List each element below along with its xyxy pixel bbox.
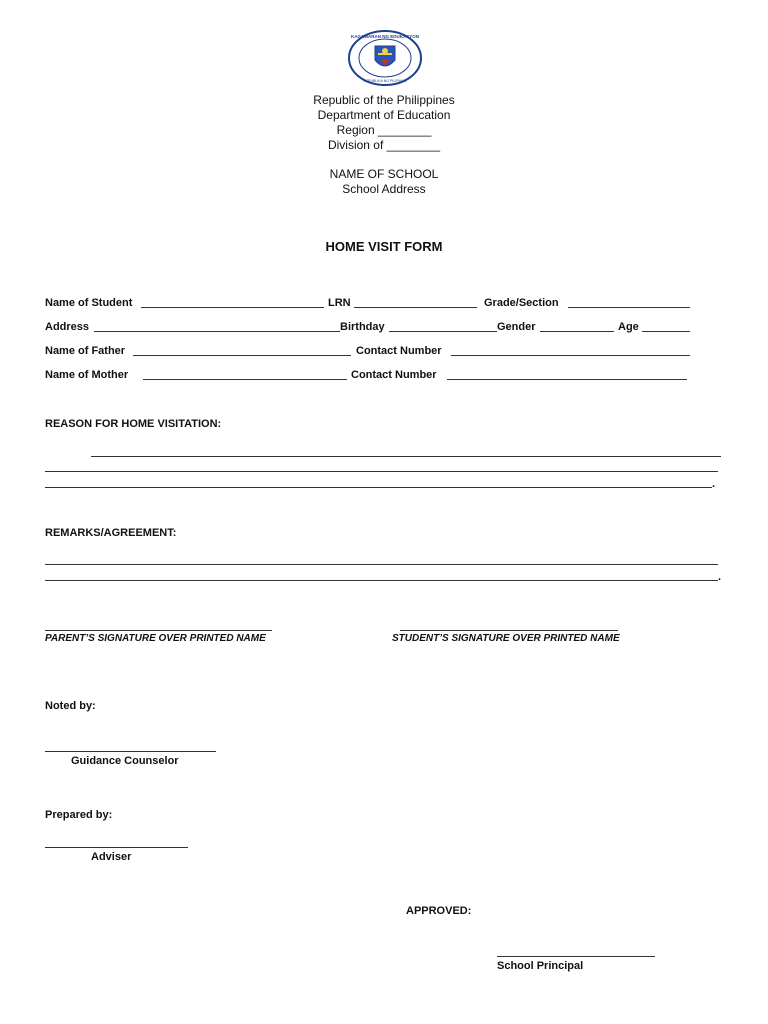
approved-label: APPROVED: xyxy=(406,905,472,917)
reason-line-2[interactable] xyxy=(45,471,718,472)
guidance-counselor-signature-line[interactable] xyxy=(45,751,216,752)
department-line: Department of Education xyxy=(317,108,451,122)
father-name-label: Name of Father xyxy=(45,345,126,357)
student-signature-label: STUDENT’S SIGNATURE OVER PRINTED NAME xyxy=(392,633,620,644)
reason-line-3[interactable] xyxy=(45,487,712,488)
address-label: Address xyxy=(45,321,90,333)
remarks-label: REMARKS/AGREEMENT: xyxy=(45,527,177,539)
mother-name-field[interactable] xyxy=(143,379,347,380)
parent-signature-line[interactable] xyxy=(45,630,272,631)
division-line: Division of ________ xyxy=(327,138,441,152)
age-field[interactable] xyxy=(642,331,690,332)
father-contact-field[interactable] xyxy=(451,355,690,356)
father-contact-label: Contact Number xyxy=(356,345,442,357)
remarks-line-1[interactable] xyxy=(45,564,718,565)
reason-line-1[interactable] xyxy=(91,456,721,457)
age-label: Age xyxy=(618,321,639,333)
father-name-field[interactable] xyxy=(133,355,351,356)
republic-line: Republic of the Philippines xyxy=(313,93,455,107)
birthday-field[interactable] xyxy=(389,331,497,332)
form-title: HOME VISIT FORM xyxy=(325,239,443,254)
school-principal-label: School Principal xyxy=(497,960,584,972)
grade-section-field[interactable] xyxy=(568,307,690,308)
noted-by-label: Noted by: xyxy=(45,700,96,712)
mother-name-label: Name of Mother xyxy=(45,369,129,381)
remarks-line-2[interactable] xyxy=(45,580,718,581)
school-name: NAME OF SCHOOL xyxy=(329,167,439,181)
adviser-signature-line[interactable] xyxy=(45,847,188,848)
seal-text: KAGAWARAN NG EDUKASYON xyxy=(350,34,420,39)
region-line: Region ________ xyxy=(336,123,432,137)
remarks-end-mark: . xyxy=(718,571,722,583)
deped-seal-icon xyxy=(348,30,422,86)
reason-end-mark: . xyxy=(712,478,716,490)
guidance-counselor-label: Guidance Counselor xyxy=(71,755,179,767)
mother-contact-field[interactable] xyxy=(447,379,687,380)
principal-signature-line[interactable] xyxy=(497,956,655,957)
reason-label: REASON FOR HOME VISITATION: xyxy=(45,418,222,430)
parent-signature-label: PARENT’S SIGNATURE OVER PRINTED NAME xyxy=(45,633,266,644)
school-address: School Address xyxy=(342,182,426,196)
grade-section-label: Grade/Section xyxy=(484,297,559,309)
mother-contact-label: Contact Number xyxy=(351,369,437,381)
student-name-label: Name of Student xyxy=(45,297,133,309)
seal-subtext: REPUBLIKA NG PILIPINAS xyxy=(363,79,407,83)
prepared-by-label: Prepared by: xyxy=(45,809,113,821)
gender-label: Gender xyxy=(497,321,536,333)
student-name-field[interactable] xyxy=(141,307,324,308)
adviser-label: Adviser xyxy=(91,851,132,863)
gender-field[interactable] xyxy=(540,331,614,332)
student-signature-line[interactable] xyxy=(400,630,618,631)
lrn-field[interactable] xyxy=(354,307,477,308)
birthday-label: Birthday xyxy=(340,321,385,333)
lrn-label: LRN xyxy=(328,297,351,309)
address-field[interactable] xyxy=(94,331,340,332)
